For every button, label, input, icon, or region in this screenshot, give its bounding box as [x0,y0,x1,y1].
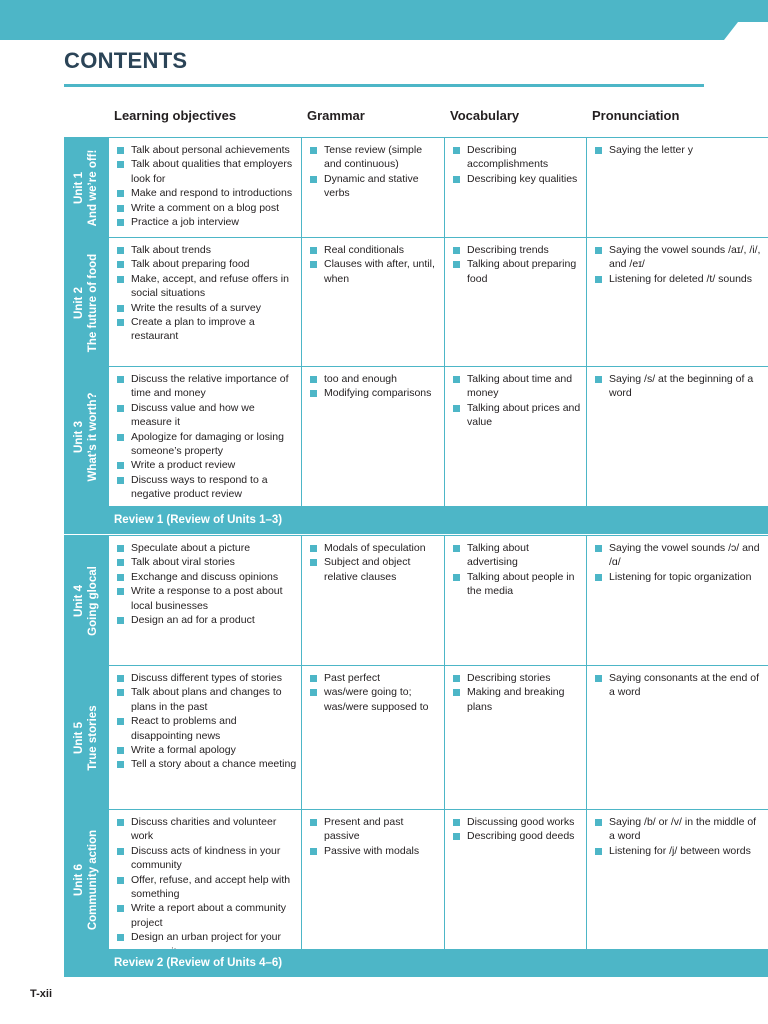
list-item [595,143,764,157]
page-number: T-xii [30,988,53,1000]
list-item [117,458,297,472]
unit-label [72,830,100,930]
pronunciation-cell [586,810,768,950]
square-bullet-icon [310,147,317,154]
list-item-text: Write the results of a survey [131,301,261,314]
grammar-cell [301,238,444,367]
list-item [453,243,582,257]
list-item-text: Apologize for damaging or losing someone’s property [131,430,284,458]
objectives-cell [108,367,301,507]
list-item [117,671,297,685]
list-item [453,143,582,172]
square-bullet-icon [310,390,317,397]
square-bullet-icon [310,559,317,566]
title-divider [64,84,704,87]
header-band [0,0,768,40]
list-item [117,815,297,844]
list-item [117,743,297,757]
list-item-text: Present and past passive [324,816,404,843]
unit-tab [64,138,108,238]
list-item-text: Describing good deeds [467,830,575,843]
square-bullet-icon [117,305,124,312]
square-bullet-icon [117,247,124,254]
list-item-text: Passive with modals [324,844,420,857]
list-item [310,386,440,400]
list-item-text: Discuss charities and volunteer work [131,816,277,843]
square-bullet-icon [453,147,460,154]
square-bullet-icon [453,261,460,268]
list-item-text: Write a formal apology [131,744,236,757]
unit-number: Unit 2 [73,286,85,319]
square-bullet-icon [310,261,317,268]
unit-row-6 [64,809,768,950]
list-item-text: Talk about trends [131,244,211,256]
grammar-list [310,243,440,286]
list-item [310,143,440,172]
square-bullet-icon [117,376,124,383]
unit-title: Going glocal [87,566,99,636]
grammar-cell [301,666,444,810]
unit-row-3 [64,366,768,507]
vocabulary-cell [444,810,586,950]
square-bullet-icon [453,689,460,696]
list-item-text: Dynamic and stative verbs [324,172,419,200]
column-header-learning-objectives: Learning objectives [114,108,237,123]
square-bullet-icon [117,819,124,826]
list-item [117,685,297,714]
square-bullet-icon [117,161,124,168]
list-item-text: Offer, refuse, and accept help with something [131,873,291,901]
list-item [595,372,764,401]
unit-row-1 [64,137,768,238]
square-bullet-icon [310,376,317,383]
list-item [310,844,440,858]
square-bullet-icon [117,477,124,484]
objectives-cell [108,138,301,238]
vocabulary-cell [444,367,586,507]
square-bullet-icon [595,574,602,581]
unit-label [72,253,100,351]
list-item-text: Speculate about a picture [131,542,251,554]
page-title: CONTENTS [64,48,188,73]
list-item [595,815,764,844]
unit-title: The future of food [87,253,99,352]
list-item-text: Tense review (simple and continuous) [324,144,423,171]
square-bullet-icon [117,405,124,412]
list-item-text: too and enough [324,373,397,385]
square-bullet-icon [117,219,124,226]
list-item [117,541,297,555]
list-item-text: Listening for deleted /t/ sounds [609,272,753,285]
list-item [453,172,582,186]
unit-tab [64,367,108,507]
list-item [310,671,440,685]
list-item-text: Talk about viral stories [131,556,235,569]
column-header-vocabulary: Vocabulary [450,108,520,123]
unit-number: Unit 1 [73,172,85,204]
square-bullet-icon [453,545,460,552]
grammar-cell [301,138,444,238]
list-item [117,584,297,613]
unit-title: And we’re off! [87,149,99,227]
pronunciation-list [595,372,764,401]
square-bullet-icon [117,205,124,212]
list-item [117,272,297,301]
square-bullet-icon [117,747,124,754]
review-label: Review 1 (Review of Units 1–3) [114,514,283,526]
grammar-list [310,143,440,201]
grammar-list [310,372,440,401]
list-item-text: Describing key qualities [467,172,578,185]
list-item [310,257,440,286]
square-bullet-icon [117,190,124,197]
review-row-1 [64,506,768,534]
list-item [117,757,297,771]
list-item-text: Discuss value and how we measure it [131,401,255,429]
pronunciation-cell [586,367,768,507]
list-item [310,541,440,555]
square-bullet-icon [117,147,124,154]
pronunciation-cell [586,138,768,238]
pronunciation-cell [586,536,768,666]
list-item-text: Making and breaking plans [467,686,565,713]
grammar-cell [301,536,444,666]
unit-label [72,392,100,481]
list-item [453,685,582,714]
list-item [310,372,440,386]
pronunciation-cell [586,238,768,367]
grammar-cell [301,367,444,507]
list-item-text: Tell a story about a chance meeting [131,758,297,771]
square-bullet-icon [310,675,317,682]
list-item [117,201,297,215]
vocabulary-cell [444,138,586,238]
square-bullet-icon [117,276,124,283]
square-bullet-icon [117,617,124,624]
square-bullet-icon [453,247,460,254]
list-item-text: Talking about advertising [467,542,529,569]
objectives-list [117,671,297,772]
square-bullet-icon [453,376,460,383]
list-item-text: Past perfect [324,672,381,684]
list-item-text: Write a report about a community project [131,902,287,929]
objectives-list [117,372,297,502]
list-item [117,243,297,257]
objectives-list [117,143,297,229]
square-bullet-icon [453,574,460,581]
list-item-text: Saying the vowel sounds /aɪ/, /i/, and /eɪ/ [609,244,761,271]
square-bullet-icon [310,545,317,552]
unit-tab [64,536,108,666]
list-item [117,401,297,430]
vocabulary-list [453,143,582,186]
list-item [117,143,297,157]
square-bullet-icon [310,176,317,183]
square-bullet-icon [117,877,124,884]
vocabulary-list [453,541,582,599]
square-bullet-icon [117,761,124,768]
list-item [595,570,764,584]
unit-number: Unit 5 [73,722,85,754]
list-item [595,844,764,858]
list-item-text: Saying /b/ or /v/ in the middle of a word [609,816,757,843]
list-item-text: Talk about personal achievements [131,144,290,156]
list-item [453,570,582,599]
list-item-text: Talk about preparing food [131,258,250,271]
square-bullet-icon [595,848,602,855]
vocabulary-cell [444,666,586,810]
pronunciation-cell [586,666,768,810]
vocabulary-list [453,372,582,430]
square-bullet-icon [595,376,602,383]
unit-label [72,705,100,770]
list-item [117,844,297,873]
objectives-list [117,815,297,959]
list-item-text: Write a product review [131,459,236,472]
square-bullet-icon [117,905,124,912]
list-item-text: Saying the letter y [609,144,694,156]
square-bullet-icon [117,588,124,595]
list-item [117,301,297,315]
vocabulary-list [453,815,582,844]
grammar-list [310,815,440,858]
list-item-text: Discuss the relative importance of time and money [131,373,289,400]
list-item [117,901,297,930]
list-item-text: Talk about qualities that employers look for [131,158,293,185]
vocabulary-list [453,243,582,286]
objectives-cell [108,666,301,810]
square-bullet-icon [310,848,317,855]
list-item-text: Modifying comparisons [324,387,432,400]
objectives-list [117,243,297,344]
unit-tab [64,666,108,810]
list-item [453,401,582,430]
list-item-text: Practice a job interview [131,216,239,229]
list-item [117,430,297,459]
unit-number: Unit 3 [73,421,85,453]
unit-title: What’s it worth? [87,392,99,482]
list-item [595,243,764,272]
objectives-list [117,541,297,627]
list-item-text: Listening for /j/ between words [609,844,751,857]
list-item [310,685,440,714]
list-item-text: Describing trends [467,244,549,256]
unit-tab [64,810,108,950]
column-header-pronunciation: Pronunciation [592,108,680,123]
pronunciation-list [595,541,764,584]
square-bullet-icon [595,675,602,682]
list-item-text: Make and respond to introductions [131,187,293,200]
list-item [595,671,764,700]
column-header-grammar: Grammar [307,108,365,123]
objectives-cell [108,810,301,950]
square-bullet-icon [117,545,124,552]
list-item [310,555,440,584]
list-item [117,613,297,627]
grammar-cell [301,810,444,950]
pronunciation-list [595,671,764,700]
review-label: Review 2 (Review of Units 4–6) [114,957,283,969]
list-item-text: Saying consonants at the end of a word [609,672,760,699]
square-bullet-icon [117,462,124,469]
list-item [310,243,440,257]
square-bullet-icon [595,819,602,826]
list-item [117,714,297,743]
list-item-text: Discussing good works [467,816,575,828]
list-item-text: Modals of speculation [324,542,426,554]
unit-row-2 [64,237,768,367]
list-item-text: Talking about people in the media [467,570,575,598]
list-item-text: Talking about time and money [467,373,573,400]
list-item [453,541,582,570]
list-item-text: Talk about plans and changes to plans in the past [131,686,282,713]
list-item [117,257,297,271]
list-item-text: Real conditionals [324,244,404,256]
square-bullet-icon [595,247,602,254]
square-bullet-icon [117,574,124,581]
list-item [595,272,764,286]
unit-row-4 [64,535,768,666]
list-item-text: React to problems and disappointing news [131,715,237,742]
grammar-list [310,541,440,584]
list-item [117,215,297,229]
unit-number: Unit 6 [73,864,85,896]
list-item-text: Discuss acts of kindness in your community [131,844,281,872]
list-item [117,372,297,401]
unit-row-5 [64,665,768,810]
list-item-text: Create a plan to improve a restaurant [131,316,255,343]
unit-number: Unit 4 [73,585,85,617]
unit-tab [64,238,108,367]
list-item [453,257,582,286]
list-item [117,555,297,569]
square-bullet-icon [453,833,460,840]
square-bullet-icon [310,689,317,696]
list-item [117,157,297,186]
unit-title: Community action [87,829,99,931]
square-bullet-icon [117,261,124,268]
square-bullet-icon [453,819,460,826]
list-item-text: Describing accomplishments [467,144,549,171]
square-bullet-icon [117,718,124,725]
list-item-text: Talking about preparing food [467,258,577,285]
square-bullet-icon [117,434,124,441]
vocabulary-list [453,671,582,714]
square-bullet-icon [117,689,124,696]
pronunciation-list [595,243,764,286]
list-item-text: Design an urban project for your [131,931,281,944]
list-item [310,172,440,201]
square-bullet-icon [117,675,124,682]
square-bullet-icon [117,848,124,855]
vocabulary-cell [444,536,586,666]
list-item-text: Listening for topic organization [609,570,752,583]
list-item [453,372,582,401]
list-item-text: Discuss ways to respond to a negative product review [131,473,268,501]
list-item [117,186,297,200]
list-item-text: Saying /s/ at the beginning of a word [609,373,754,400]
unit-title: True stories [87,705,99,771]
list-item-text: Make, accept, and refuse offers in social situations [131,272,289,300]
square-bullet-icon [453,176,460,183]
list-item [310,815,440,844]
list-item-text: Discuss different types of stories [131,672,282,684]
list-item-text: Clauses with after, until, when [324,258,435,285]
pronunciation-list [595,815,764,858]
list-item [453,671,582,685]
square-bullet-icon [595,545,602,552]
square-bullet-icon [117,934,124,941]
list-item-text: Design an ad for a product [131,614,255,627]
list-item [453,829,582,843]
list-item [117,315,297,344]
square-bullet-icon [117,319,124,326]
square-bullet-icon [595,147,602,154]
list-item-text: Subject and object relative clauses [324,556,411,583]
list-item-text: Write a response to a post about local businesses [131,585,283,612]
list-item [117,473,297,502]
list-item-text: Saying the vowel sounds /ɔ/ and /ɑ/ [609,542,760,569]
pronunciation-list [595,143,764,157]
unit-label [72,150,100,227]
list-item-text: was/were going to; was/were supposed to [324,686,429,713]
vocabulary-cell [444,238,586,367]
square-bullet-icon [310,247,317,254]
objectives-cell [108,238,301,367]
objectives-cell [108,536,301,666]
list-item-text: Describing stories [467,672,551,684]
list-item-text: Talking about prices and value [467,401,581,429]
list-item-text: Write a comment on a blog post [131,201,280,214]
list-item [595,541,764,570]
square-bullet-icon [310,819,317,826]
square-bullet-icon [453,675,460,682]
review-row-2 [64,949,768,977]
list-item [453,815,582,829]
square-bullet-icon [595,276,602,283]
square-bullet-icon [453,405,460,412]
square-bullet-icon [117,559,124,566]
list-item [117,873,297,902]
list-item-text: Exchange and discuss opinions [131,570,279,583]
list-item [117,570,297,584]
grammar-list [310,671,440,714]
unit-label [72,566,100,636]
